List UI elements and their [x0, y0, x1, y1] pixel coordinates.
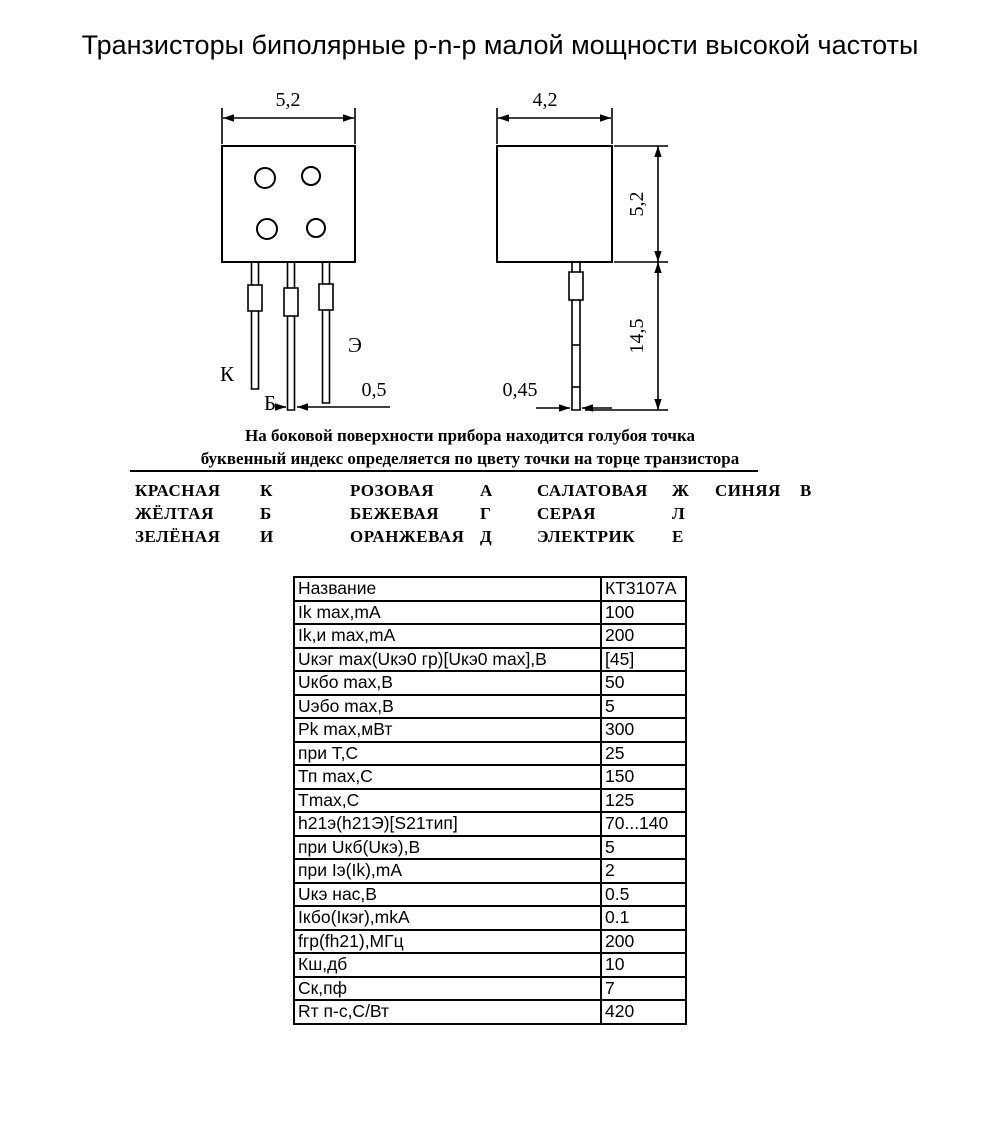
param-value: [45] — [601, 648, 686, 672]
param-name: при Iэ(Ik),mA — [294, 859, 601, 883]
color-name: ЭЛЕКТРИК — [537, 527, 636, 546]
table-row — [294, 1000, 686, 1024]
color-letter: Д — [480, 527, 493, 546]
table-row — [294, 883, 686, 907]
side-lead-length-dim-label: 14,5 — [626, 318, 648, 354]
table-row — [294, 648, 686, 672]
table-row — [294, 624, 686, 648]
color-letter: Е — [672, 527, 684, 546]
table-row — [294, 742, 686, 766]
param-name: при Uкб(Uкэ),В — [294, 836, 601, 860]
table-row — [294, 789, 686, 813]
params-table — [293, 576, 687, 1025]
color-letter: Б — [260, 504, 272, 523]
color-name: ОРАНЖЕВАЯ — [350, 527, 465, 546]
param-value: 50 — [601, 671, 686, 695]
table-row — [294, 577, 686, 601]
param-value: 100 — [601, 601, 686, 625]
table-row — [294, 695, 686, 719]
color-name: РОЗОВАЯ — [350, 481, 435, 500]
color-name: ЗЕЛЁНАЯ — [135, 527, 221, 546]
param-value: 5 — [601, 836, 686, 860]
front-lead-width-dim-label: 0,5 — [361, 379, 387, 401]
param-value: 5 — [601, 695, 686, 719]
color-name: СЕРАЯ — [537, 504, 596, 523]
color-letter: К — [260, 481, 273, 500]
param-value: 125 — [601, 789, 686, 813]
table-row — [294, 765, 686, 789]
color-name: БЕЖЕВАЯ — [350, 504, 440, 523]
param-name: Uэбо max,В — [294, 695, 601, 719]
param-name: fгр(fh21),МГц — [294, 930, 601, 954]
table-row — [294, 906, 686, 930]
table-row — [294, 977, 686, 1001]
note-line-2: буквенный индекс определяется по цвету точки на торце транзистора — [200, 449, 740, 468]
param-value: 200 — [601, 624, 686, 648]
front-view-drawing — [220, 89, 390, 415]
table-row — [294, 671, 686, 695]
package-hole — [302, 167, 320, 185]
param-value: 150 — [601, 765, 686, 789]
color-name: САЛАТОВАЯ — [537, 481, 648, 500]
color-letter — [800, 504, 835, 527]
param-value: 420 — [601, 1000, 686, 1024]
color-letter: В — [800, 481, 812, 500]
param-name: Tmax,С — [294, 789, 601, 813]
note-line-1: На боковой поверхности прибора находится голубоя точка — [244, 426, 696, 445]
color-name — [715, 527, 800, 550]
param-name: Название — [294, 577, 601, 601]
color-letter: Г — [480, 504, 492, 523]
side-lead-width-dim-label: 0,45 — [502, 379, 538, 401]
collector-label: К — [220, 362, 235, 386]
param-name: Кш,дб — [294, 953, 601, 977]
color-letter: А — [480, 481, 493, 500]
package-hole — [255, 168, 275, 188]
side-view-drawing — [497, 89, 668, 410]
table-row — [294, 812, 686, 836]
color-name: СИНЯЯ — [715, 481, 781, 500]
param-name: Ik,и max,mA — [294, 624, 601, 648]
package-drawings — [0, 0, 1000, 420]
param-value: 300 — [601, 718, 686, 742]
color-name — [715, 504, 800, 527]
param-value: 0.5 — [601, 883, 686, 907]
param-value: 25 — [601, 742, 686, 766]
color-letter: Л — [672, 504, 686, 523]
param-name: Uкэг max(Uкэ0 гр)[Uкэ0 max],В — [294, 648, 601, 672]
param-name: Uкбо max,В — [294, 671, 601, 695]
base-lead — [284, 262, 298, 410]
package-body-side — [497, 146, 612, 262]
param-value: 10 — [601, 953, 686, 977]
table-row — [294, 953, 686, 977]
table-row — [294, 930, 686, 954]
emitter-lead — [319, 262, 333, 403]
horizontal-divider — [130, 470, 758, 472]
param-name: Ск,пф — [294, 977, 601, 1001]
param-name: Uкэ нас,В — [294, 883, 601, 907]
package-hole — [257, 219, 277, 239]
color-letter: И — [260, 527, 274, 546]
front-width-dim-label: 5,2 — [275, 89, 301, 111]
param-name: Iкбо(Iкэr),mkA — [294, 906, 601, 930]
param-name: при Т,С — [294, 742, 601, 766]
package-body-front — [222, 146, 355, 262]
param-name: Ik max,mA — [294, 601, 601, 625]
param-name: h21э(h21Э)[S21тип] — [294, 812, 601, 836]
param-value: 0.1 — [601, 906, 686, 930]
side-depth-dim-label: 4,2 — [532, 89, 558, 111]
page-title: Транзисторы биполярные p-n-p малой мощности высокой частоты — [81, 30, 919, 60]
param-value: КТ3107А — [601, 577, 686, 601]
table-row — [294, 601, 686, 625]
color-letter: Ж — [672, 481, 690, 500]
param-name: Rт п-с,С/Вт — [294, 1000, 601, 1024]
package-hole — [307, 219, 325, 237]
color-letter — [800, 527, 835, 550]
param-name: Pk max,мВт — [294, 718, 601, 742]
side-height-dim-label: 5,2 — [626, 191, 648, 217]
param-value: 200 — [601, 930, 686, 954]
color-name: КРАСНАЯ — [135, 481, 221, 500]
param-value: 70...140 — [601, 812, 686, 836]
color-code-table — [135, 481, 835, 550]
color-name: ЖЁЛТАЯ — [135, 504, 214, 523]
param-name: Тп max,С — [294, 765, 601, 789]
collector-lead — [248, 262, 262, 389]
table-row — [294, 836, 686, 860]
emitter-label: Э — [348, 333, 362, 357]
param-value: 7 — [601, 977, 686, 1001]
base-label: Б — [264, 391, 277, 415]
color-dot-notes — [130, 424, 810, 470]
table-row — [294, 718, 686, 742]
table-row — [294, 859, 686, 883]
param-value: 2 — [601, 859, 686, 883]
